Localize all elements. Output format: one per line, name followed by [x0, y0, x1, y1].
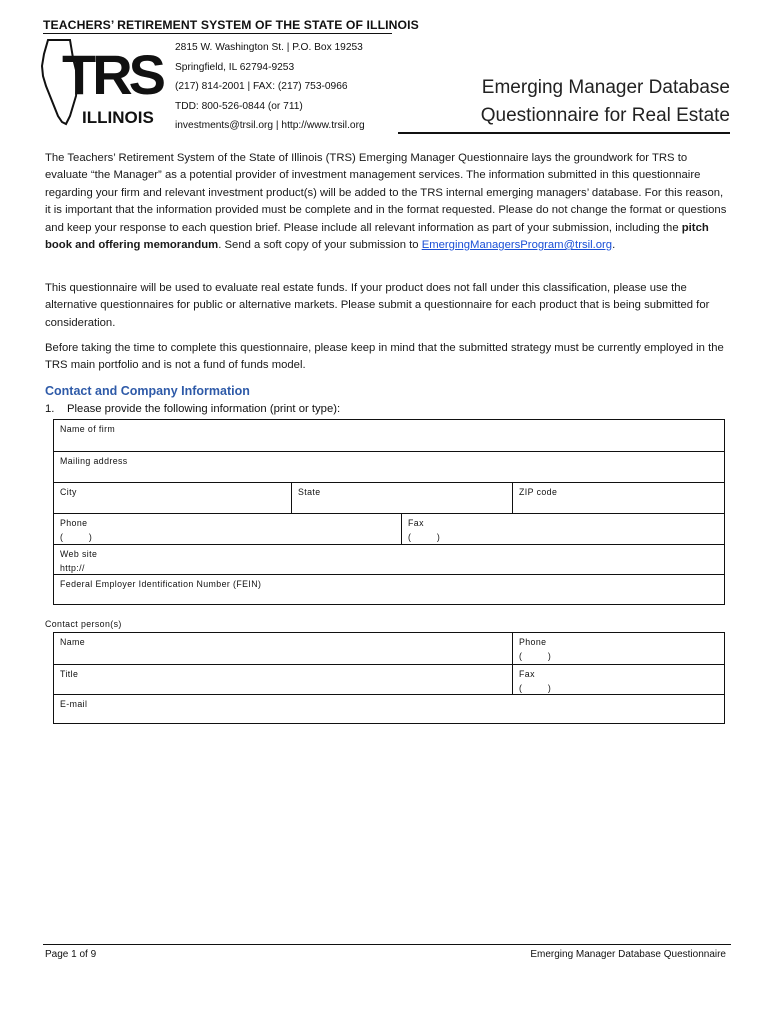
contact-title-row [54, 664, 724, 694]
intro-paragraph-1 [45, 150, 731, 254]
intro-text: . [612, 239, 616, 252]
contact-name-field[interactable] [54, 633, 512, 664]
address-line: (217) 814-2001 | FAX: (217) 753-0966 [175, 81, 348, 92]
phone-fax-row [54, 513, 724, 544]
address-block [175, 38, 365, 136]
firm-name-field[interactable] [54, 420, 724, 451]
contact-name-label: Name [60, 637, 86, 647]
contact-title-field[interactable] [54, 665, 512, 694]
fax-field[interactable] [401, 514, 724, 544]
question-number: 1. [45, 403, 55, 415]
mailing-address-field[interactable] [54, 452, 724, 482]
document-title [440, 74, 730, 130]
city-state-zip-row [54, 482, 724, 513]
logo-state: ILLINOIS [82, 108, 154, 126]
email-link[interactable]: EmergingManagersProgram@trsil.org [421, 239, 613, 252]
zip-label: ZIP code [519, 487, 558, 497]
title-line-1: Emerging Manager Database [481, 77, 730, 98]
page-number: Page 1 of 9 [45, 949, 97, 960]
contact-caption: Contact person(s) [45, 619, 122, 629]
contact-phone-label: Phone [519, 637, 547, 647]
trs-illinois-logo [40, 36, 172, 126]
contact-fax-label: Fax [519, 669, 535, 679]
intro-bold-text: pitch book and offering memorandum [45, 221, 709, 252]
contact-email-label: E-mail [60, 699, 88, 709]
intro-text: . Send a soft copy of your submission to [218, 239, 422, 252]
intro-paragraph-3: Before taking the time to complete this questionnaire, please keep in mind that the submitted strategy must be currently employed in the TRS main portfolio and is not a fund of funds model. [45, 342, 724, 372]
title-line-2: Questionnaire for Real Estate [480, 105, 730, 126]
section-heading: Contact and Company Information [45, 384, 250, 398]
question-text: Please provide the following information (print or type): [67, 403, 341, 415]
address-line: investments@trsil.org | http://www.trsil.org [175, 120, 365, 131]
firm-info-form [53, 419, 725, 605]
fax-label: Fax [408, 518, 424, 528]
phone-field[interactable] [54, 514, 401, 544]
intro-paragraph-2: This questionnaire will be used to evaluate real estate funds. If your product does not fall under this classification, please use the alternative questionnaires for public or alternative markets. Please submit a questionnaire for each product that is being submitted for consideration. [45, 282, 710, 329]
contact-phone-value: ( ) [519, 651, 552, 661]
contact-name-row [54, 633, 724, 664]
footer-title: Emerging Manager Database Questionnaire [530, 949, 726, 960]
firm-name-label: Name of firm [60, 424, 116, 434]
intro-text: The Teachers’ Retirement System of the State of Illinois (TRS) Emerging Manager Questionnaire lays the groundwork for TRS to evaluate “the Manager” as a potential provider of investment management services. The information submitted in this questionnaire regarding your firm and relevant investment product(s) will be added to the TRS internal emerging managers’ database. For this reason, it is important that the information provided must be complete and in the format requested. Please do not change the format or questions and keep your response to each question brief. Please include all relevant information as part of your submission, including the [45, 152, 727, 234]
footer-rule [43, 944, 731, 945]
website-label: Web site [60, 549, 98, 559]
fein-field[interactable] [54, 575, 724, 605]
contact-phone-field[interactable] [512, 633, 724, 664]
contact-fax-field[interactable] [512, 665, 724, 694]
org-name: TEACHERS’ RETIREMENT SYSTEM OF THE STATE OF ILLINOIS [43, 18, 419, 32]
fein-row [54, 574, 724, 605]
contact-title-label: Title [60, 669, 79, 679]
firm-name-row [54, 420, 724, 451]
state-field[interactable] [291, 483, 512, 513]
address-line: 2815 W. Washington St. | P.O. Box 19253 [175, 42, 363, 53]
address-line: Springfield, IL 62794-9253 [175, 61, 295, 73]
state-label: State [298, 487, 321, 497]
fax-value: ( ) [408, 532, 441, 542]
mailing-address-row [54, 451, 724, 482]
contact-email-field[interactable] [54, 695, 724, 723]
website-field[interactable] [54, 545, 724, 574]
contact-email-row [54, 694, 724, 723]
phone-value: ( ) [60, 532, 93, 542]
phone-label: Phone [60, 518, 88, 528]
zip-field[interactable] [512, 483, 724, 513]
website-value: http:// [60, 563, 85, 573]
title-rule [398, 132, 730, 134]
address-line: TDD: 800-526-0844 (or 711) [175, 100, 303, 112]
logo-letters: TRS [62, 43, 162, 106]
mailing-address-label: Mailing address [60, 456, 128, 466]
header-rule [43, 33, 392, 34]
question-1 [45, 403, 340, 415]
city-field[interactable] [54, 483, 291, 513]
contact-person-form [53, 632, 725, 724]
city-label: City [60, 487, 77, 497]
fein-label: Federal Employer Identification Number (FEIN) [60, 579, 262, 589]
contact-fax-value: ( ) [519, 683, 552, 693]
website-row [54, 544, 724, 574]
